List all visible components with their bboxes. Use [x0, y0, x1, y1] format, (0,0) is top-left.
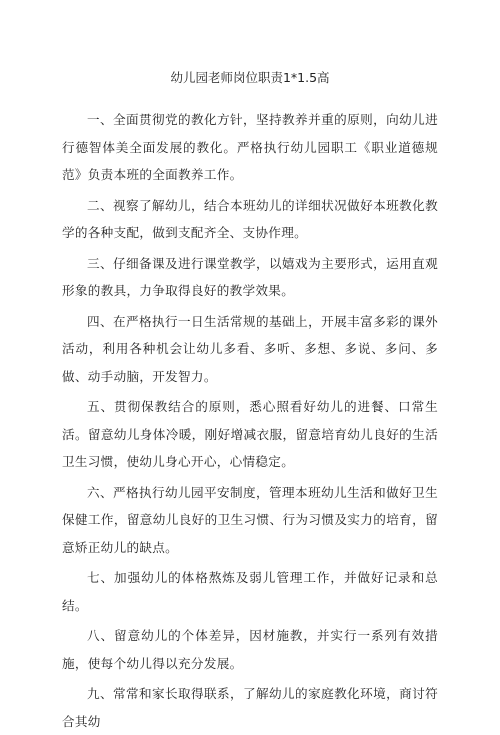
paragraph-5: 五、贯彻保教结合的原则，悉心照看好幼儿的进餐、口常生活。留意幼儿身体冷暖，刚好增减衣服，留意培育幼儿良好的生活卫生习惯，使幼儿身心开心，心情稳定。	[62, 399, 438, 469]
paragraph-1: 一、全面贯彻党的教化方针，坚持教养并重的原则，向幼儿进行德智体美全面发展的教化。严格执行幼儿园职工《职业道德规范》负责本班的全面教养工作。	[62, 112, 438, 182]
paragraph-6: 六、严格执行幼儿园平安制度，管理本班幼儿生活和做好卫生保健工作，留意幼儿良好的卫生习惯、行为习惯及实力的培育，留意矫正幼儿的缺点。	[62, 484, 438, 555]
paragraph-9: 九、常常和家长取得联系，了解幼儿的家庭教化环境，商讨符合其幼	[62, 686, 438, 729]
document-title: 幼儿园老师岗位职责1*1.5高	[170, 70, 330, 85]
paragraph-7: 七、加强幼儿的体格熬炼及弱儿管理工作，并做好记录和总结。	[62, 570, 438, 613]
paragraph-4: 四、在严格执行一日生活常规的基础上，开展丰富多彩的课外活动，利用各种机会让幼儿多看、多听、多想、多说、多问、多做、动手动脑，开发智力。	[62, 313, 438, 384]
paragraph-2: 二、视察了解幼儿，结合本班幼儿的详细状况做好本班教化教学的各种支配，做到支配齐全、支协作理。	[62, 197, 438, 240]
paragraph-3: 三、仔细备课及进行课堂教学，以嬉戏为主要形式，运用直观形象的教具，力争取得良好的教学效果。	[62, 255, 438, 298]
paragraph-8: 八、留意幼儿的个体差异，因材施教，并实行一系列有效措施，使每个幼儿得以充分发展。	[62, 628, 438, 671]
